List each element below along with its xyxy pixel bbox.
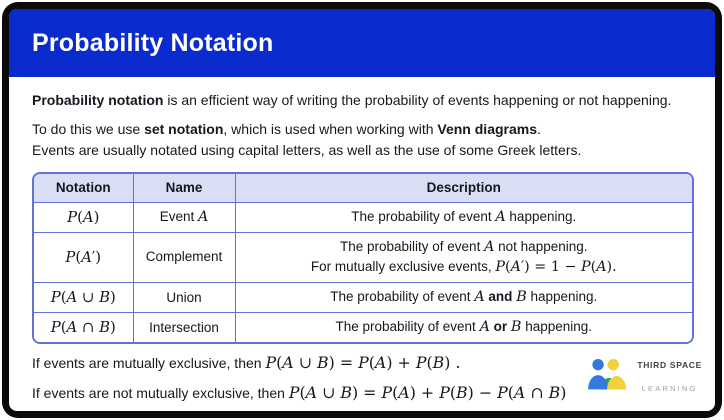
intro-paragraph-2: [32, 119, 694, 161]
logo-wordmark-line1: THIRD SPACE: [637, 360, 702, 370]
name-cell: Intersection: [133, 312, 235, 342]
notation-table: [34, 174, 692, 342]
table-row: [34, 232, 692, 282]
column-header-description: Description: [235, 174, 692, 202]
notation-cell: P(A ∩ B): [34, 312, 133, 342]
name-cell: Complement: [133, 232, 235, 282]
logo-wordmark: [637, 355, 702, 399]
mutually-exclusive-rule: If events are mutually exclusive, then P(A ∪ B) = P(A) + P(B) .: [32, 353, 461, 372]
table-row: [34, 312, 692, 342]
name-cell: Union: [133, 282, 235, 312]
description-cell: The probability of event A not happening. For mutually exclusive events, P(A′) = 1 − P(A).: [235, 232, 692, 282]
column-header-name: Name: [133, 174, 235, 202]
page-title: Probability Notation: [32, 28, 274, 57]
title-bar: [9, 9, 715, 77]
intro-paragraph-1: Probability notation is an efficient way of writing the probability of events happening or not happening.: [32, 92, 672, 108]
not-mutually-exclusive-rule: If events are not mutually exclusive, then P(A ∪ B) = P(A) + P(B) − P(A ∩ B): [32, 383, 567, 402]
intro-paragraph-2-line2: Events are usually notated using capital letters, as well as the use of some Greek letters.: [32, 142, 582, 158]
description-cell: The probability of event A happening.: [235, 202, 692, 232]
intro-paragraph-2-line1: To do this we use set notation, which is used when working with Venn diagrams.: [32, 121, 541, 137]
table-row: [34, 282, 692, 312]
notation-cell: P(A ∪ B): [34, 282, 133, 312]
column-header-notation: Notation: [34, 174, 133, 202]
notation-table-wrapper: [32, 172, 694, 344]
table-row: [34, 202, 692, 232]
description-cell: The probability of event A and B happening.: [235, 282, 692, 312]
notation-cell: P(A): [34, 202, 133, 232]
card-body: [9, 77, 715, 411]
table-header-row: [34, 174, 692, 202]
name-cell: Event A: [133, 202, 235, 232]
logo-wordmark-line2: LEARNING: [641, 384, 698, 393]
notation-cell: P(A′): [34, 232, 133, 282]
third-space-learning-logo: [588, 355, 702, 399]
content-card: [9, 9, 715, 411]
third-space-learning-logo-icon: [588, 358, 630, 396]
description-cell: The probability of event A or B happening.: [235, 312, 692, 342]
